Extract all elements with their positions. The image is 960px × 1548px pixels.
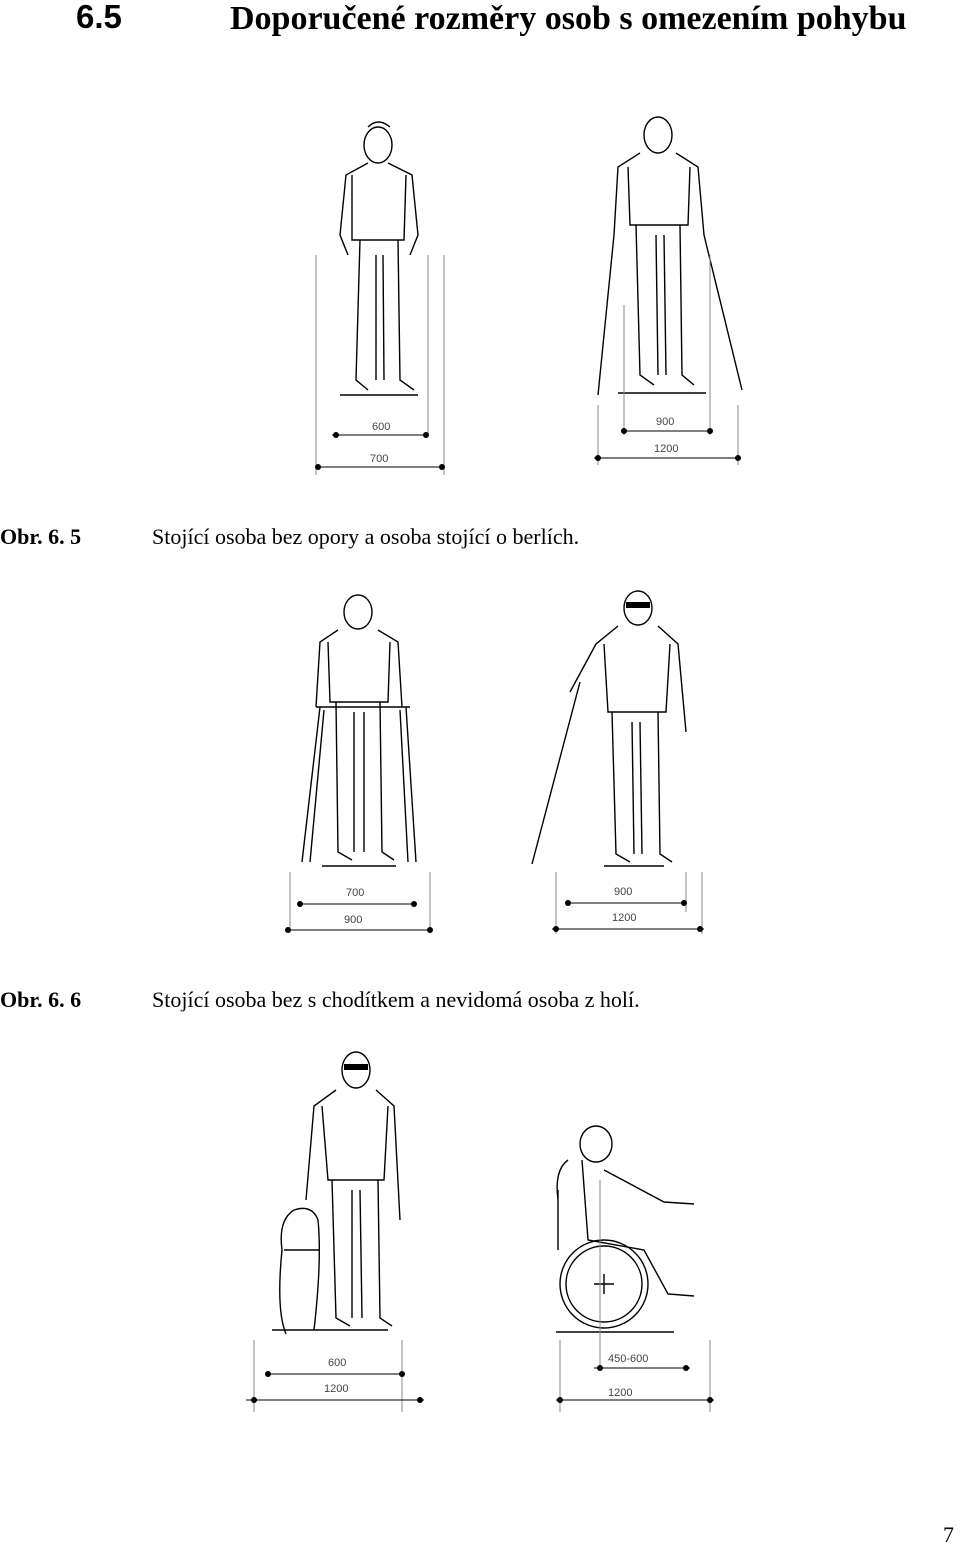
dimension-lines-left (285, 887, 433, 933)
dimension-label: 900 (344, 914, 363, 926)
dimension-lines-left (315, 421, 445, 470)
figure-caption-text: Stojící osoba bez opory a osoba stojící o berlích. (152, 524, 580, 549)
dimension-label: 1200 (612, 912, 637, 924)
figure-6-5-svg (268, 105, 768, 485)
dimension-label: 900 (656, 416, 675, 428)
figure-caption-text: Stojící osoba bez s chodítkem a nevidomá osoba z holí. (152, 987, 640, 1012)
dimension-label: 450-600 (608, 1353, 649, 1365)
dimension-label: 1200 (608, 1387, 633, 1399)
dimension-label: 900 (614, 886, 633, 898)
dimension-label: 600 (328, 1357, 347, 1369)
dimension-label: 1200 (324, 1383, 349, 1395)
dimension-label: 600 (372, 421, 391, 433)
person-on-crutches-figure (598, 117, 742, 465)
dimension-lines-left (246, 1357, 424, 1403)
figure-label: Obr. 6. 5 (0, 524, 82, 549)
figure-6-5-drawing (268, 105, 768, 485)
figure-6-7-drawing (224, 1040, 744, 1440)
blind-person-with-cane-figure (532, 591, 702, 934)
person-with-walker-figure (290, 595, 430, 932)
figure-6-7-svg (224, 1040, 744, 1440)
dimension-label: 1200 (654, 443, 679, 455)
dimension-label: 700 (346, 887, 365, 899)
figure-6-6-svg (240, 582, 720, 952)
figure-label: Obr. 6. 6 (0, 987, 82, 1012)
dimension-lines-right (556, 1353, 714, 1403)
section-title: Doporučené rozměry osob s omezením pohybu (230, 0, 907, 37)
figure-6-6-drawing (240, 582, 720, 952)
dimension-lines-right (594, 416, 741, 461)
dimension-label: 700 (370, 453, 389, 465)
page-number: 7 (943, 1522, 954, 1547)
dimension-lines-right (552, 886, 704, 932)
section-number: 6.5 (76, 0, 122, 35)
